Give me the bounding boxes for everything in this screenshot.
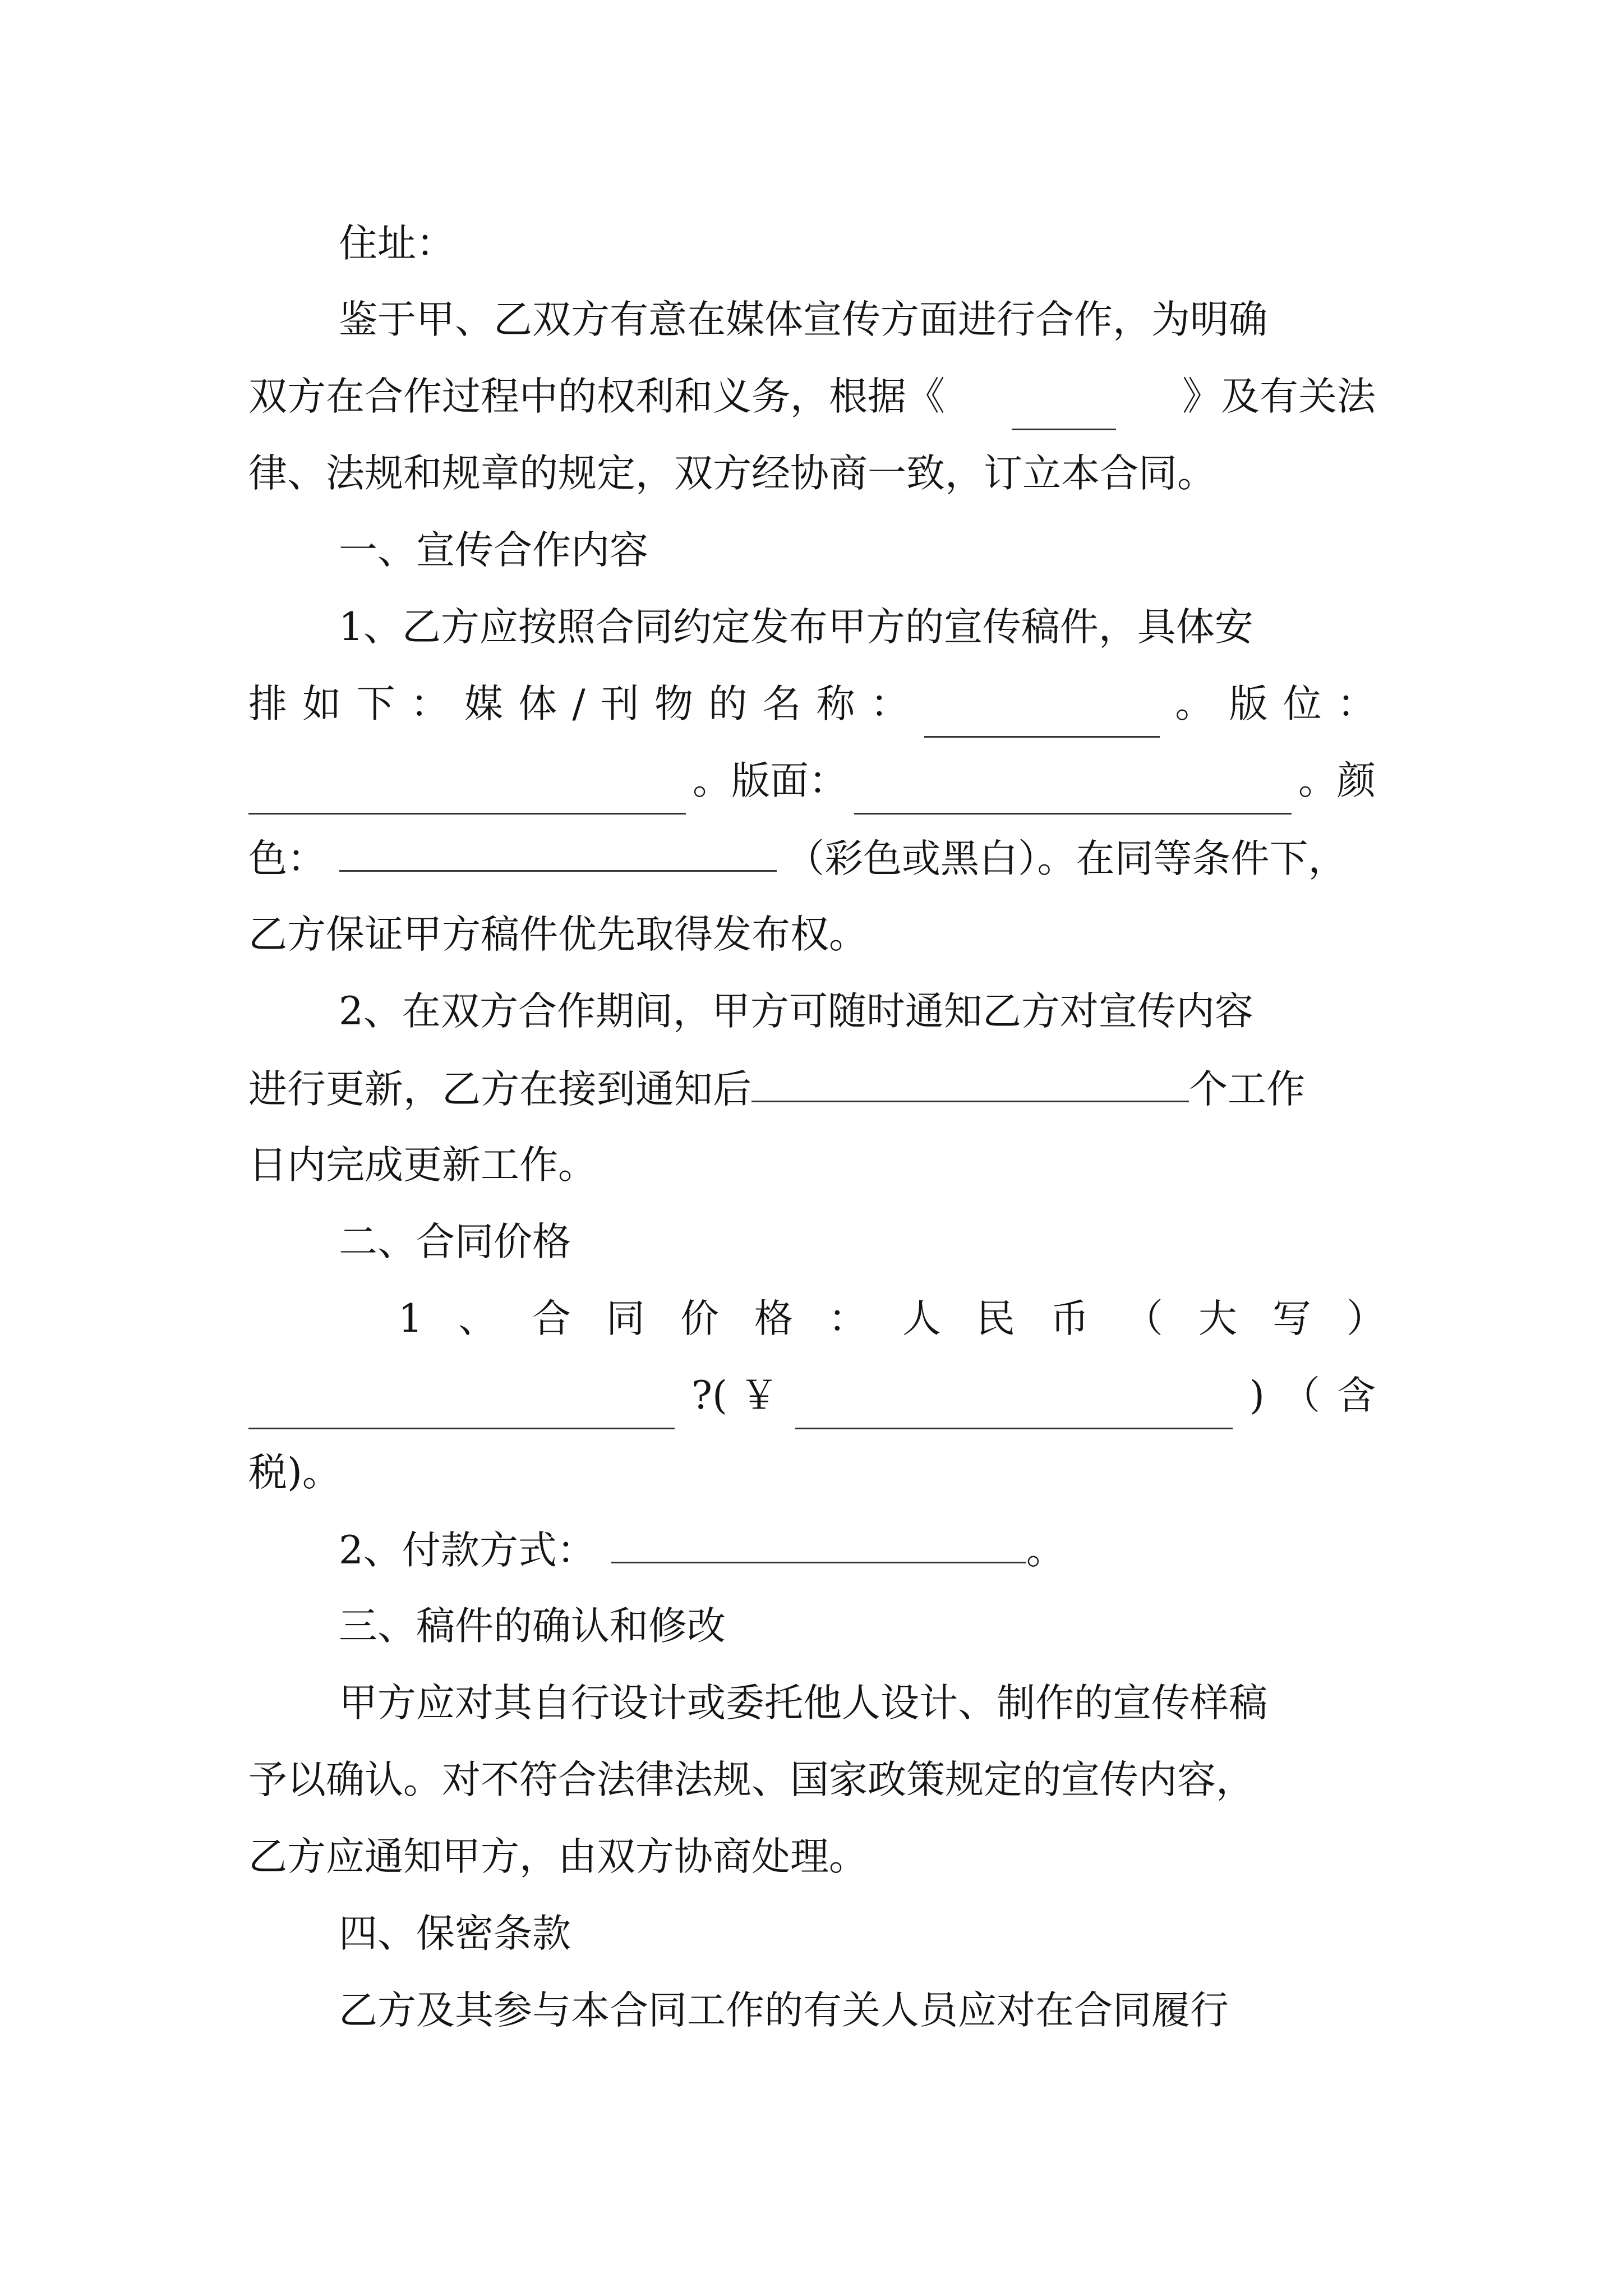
section-3-heading: 三、稿件的确认和修改 [339,1604,726,1649]
section-1-item-1-line-4: 色： （彩色或黑白）。在同等条件下， [248,824,1347,891]
law-name-blank [1012,383,1116,430]
preamble-line-1: 鉴于甲、乙双方有意在媒体宣传方面进行合作，为明确 [339,297,1267,342]
media-name-blank [924,690,1160,738]
section-4-line-1: 乙方及其参与本合同工作的有关人员应对在合同履行 [339,1988,1229,2033]
section-2-heading: 二、合同价格 [339,1220,571,1264]
section-2-item-1-line-2: ?( ￥ ) （ 含 [248,1362,1376,1429]
preamble-line-2: 双方在合作过程中的权利和义务，根据《 》及有关法 [248,363,1376,430]
page-layout-blank [854,767,1292,815]
payment-method-blank [611,1516,1026,1563]
section-1-item-1-line-5: 乙方保证甲方稿件优先取得发布权。 [248,912,868,957]
section-1-item-2-line-1: 2、在双方合作期间，甲方可随时通知乙方对宣传内容 [339,989,1253,1034]
section-3-line-1: 甲方应对其自行设计或委托他人设计、制作的宣传样稿 [339,1681,1267,1726]
update-days-blank [751,1055,1189,1102]
section-1-item-1-line-2: 排 如 下 ： 媒 体 / 刊 物 的 名 称 ： 。 版 位 ： [248,670,1376,738]
section-4-heading: 四、保密条款 [339,1911,571,1956]
address-label: 住址： [339,221,455,266]
color-blank [339,824,777,872]
section-3-line-2: 予以确认。对不符合法律法规、国家政策规定的宣传内容， [248,1757,1255,1802]
section-2-item-1-line-1: 1 、 合 同 价 格 ： 人 民 币 （ 大 写 ） [398,1296,1385,1341]
price-words-blank [248,1382,675,1429]
section-3-line-3: 乙方应通知甲方，由双方协商处理。 [248,1834,868,1879]
page-position-blank [248,767,686,815]
section-1-heading: 一、宣传合作内容 [339,528,648,573]
preamble-line-3: 律、法规和规章的规定，双方经协商一致，订立本合同。 [248,451,1216,496]
section-1-item-1-line-3: 。版面： 。颜 [248,747,1376,815]
section-2-item-2: 2、付款方式： 。 [339,1516,1065,1583]
section-2-item-1-line-3: 税)。 [248,1450,341,1495]
section-1-item-1-line-1: 1、乙方应按照合同约定发布甲方的宣传稿件，具体安 [339,605,1253,650]
price-figures-blank [795,1382,1233,1429]
section-1-item-2-line-3: 日内完成更新工作。 [248,1143,597,1188]
section-1-item-2-line-2: 进行更新，乙方在接到通知后 个工作 [248,1055,1305,1122]
